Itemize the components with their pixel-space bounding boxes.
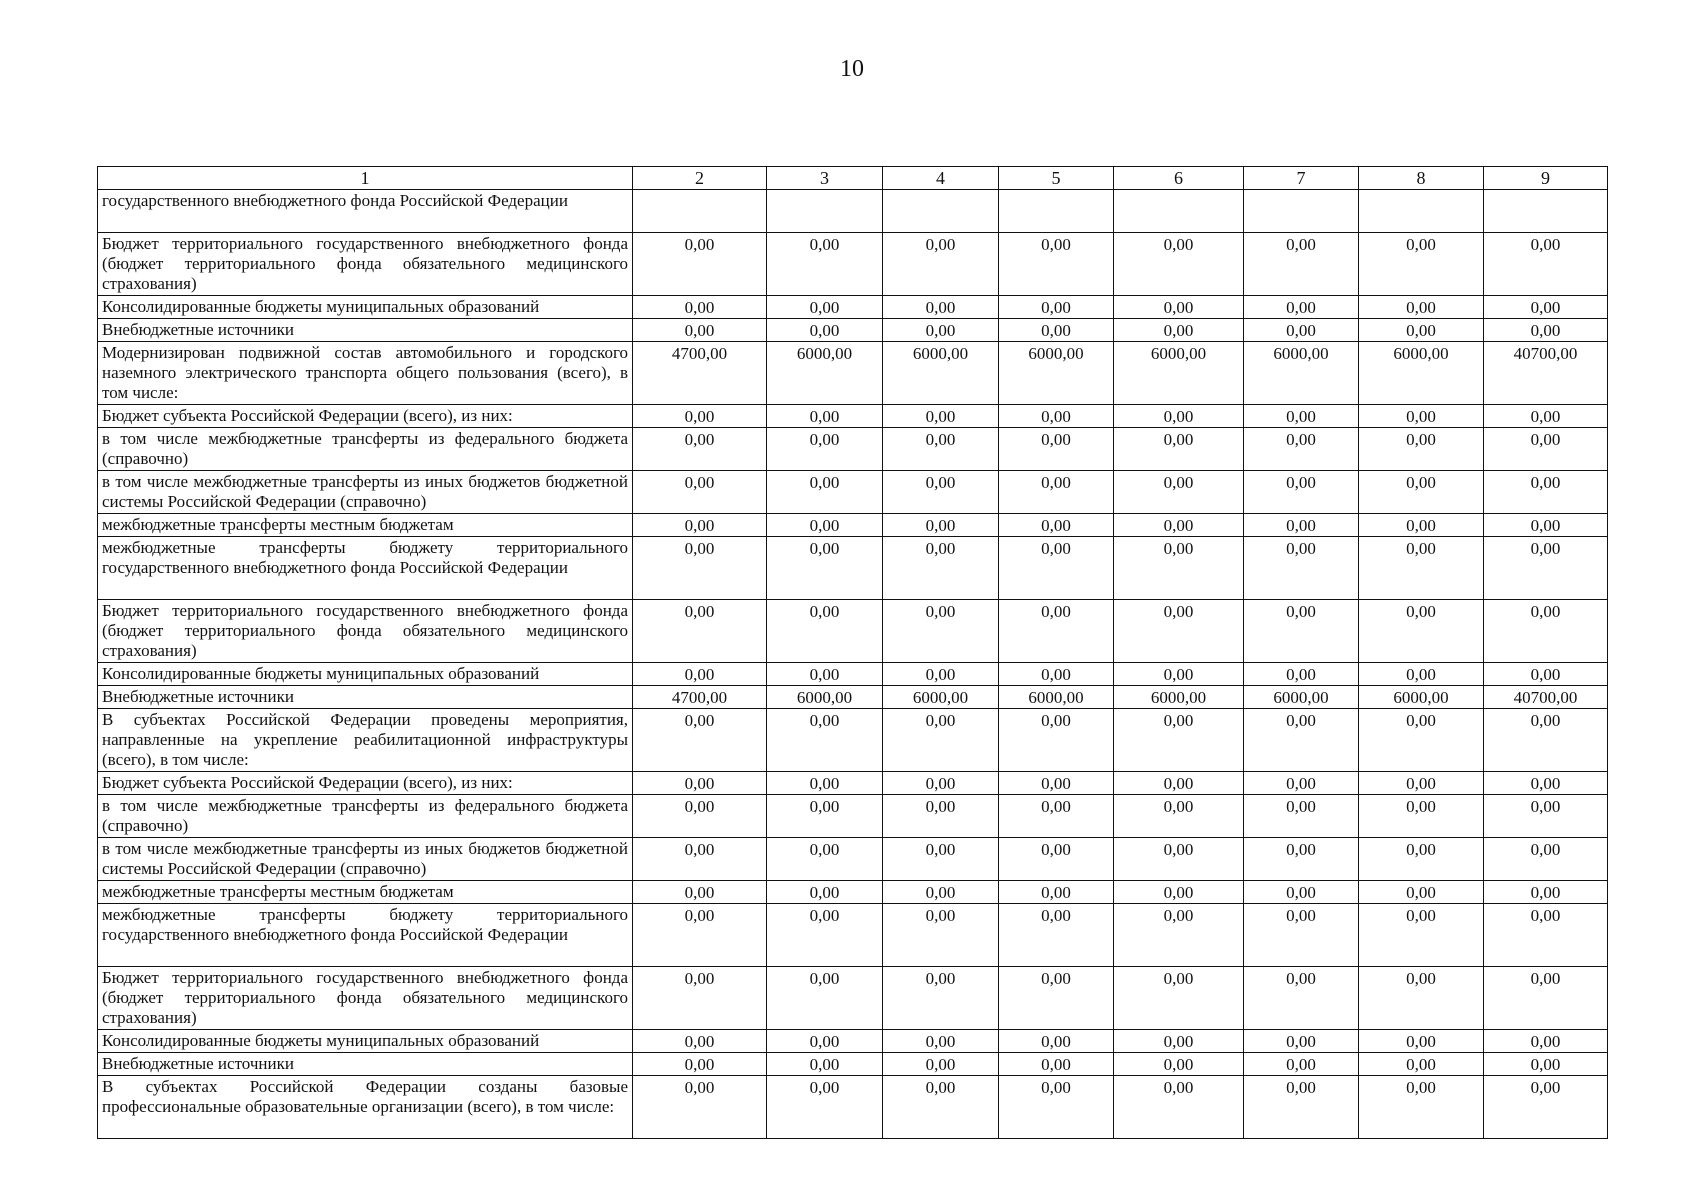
value-cell: 0,00	[1114, 663, 1244, 686]
value-cell: 6000,00	[999, 342, 1114, 405]
value-cell: 0,00	[883, 428, 999, 471]
row-label: межбюджетные трансферты местным бюджетам	[98, 514, 633, 537]
table-row	[98, 795, 1608, 838]
value-cell: 0,00	[1244, 296, 1359, 319]
value-cell: 0,00	[633, 1076, 767, 1139]
value-cell: 0,00	[1244, 405, 1359, 428]
value-cell: 0,00	[1244, 1053, 1359, 1076]
value-cell: 0,00	[1244, 904, 1359, 967]
value-cell: 6000,00	[1359, 342, 1484, 405]
value-cell: 0,00	[1359, 514, 1484, 537]
row-label: В субъектах Российской Федерации проведены мероприятия, направленные на укрепление реабилитационной инфраструктуры (всего), в том числе:	[98, 709, 633, 772]
value-cell: 6000,00	[767, 342, 883, 405]
value-cell: 0,00	[999, 838, 1114, 881]
value-cell: 0,00	[1484, 428, 1608, 471]
value-cell: 0,00	[767, 471, 883, 514]
value-cell: 6000,00	[1244, 342, 1359, 405]
value-cell: 0,00	[767, 772, 883, 795]
value-cell: 0,00	[767, 904, 883, 967]
value-cell: 0,00	[1244, 663, 1359, 686]
value-cell: 0,00	[1484, 537, 1608, 600]
value-cell: 0,00	[1484, 1053, 1608, 1076]
value-cell: 0,00	[883, 967, 999, 1030]
value-cell: 0,00	[1114, 1030, 1244, 1053]
value-cell: 0,00	[1244, 881, 1359, 904]
value-cell: 0,00	[1359, 709, 1484, 772]
value-cell: 0,00	[633, 838, 767, 881]
row-label: Бюджет субъекта Российской Федерации (всего), из них:	[98, 405, 633, 428]
table-row	[98, 514, 1608, 537]
table-header-row	[98, 167, 1608, 190]
value-cell	[883, 190, 999, 233]
value-cell: 0,00	[1114, 537, 1244, 600]
column-header: 4	[883, 167, 999, 190]
value-cell: 6000,00	[1114, 342, 1244, 405]
value-cell: 0,00	[1114, 319, 1244, 342]
value-cell: 0,00	[1359, 405, 1484, 428]
value-cell: 0,00	[1484, 709, 1608, 772]
row-label: Бюджет территориального государственного внебюджетного фонда (бюджет территориального фонда обязательного медицинского страхования)	[98, 967, 633, 1030]
value-cell: 0,00	[633, 319, 767, 342]
table-row	[98, 904, 1608, 967]
value-cell: 0,00	[1359, 772, 1484, 795]
value-cell: 0,00	[883, 1053, 999, 1076]
row-label: Бюджет субъекта Российской Федерации (всего), из них:	[98, 772, 633, 795]
value-cell	[1244, 190, 1359, 233]
value-cell: 0,00	[1244, 772, 1359, 795]
row-label: межбюджетные трансферты местным бюджетам	[98, 881, 633, 904]
value-cell: 0,00	[1244, 795, 1359, 838]
table-row	[98, 405, 1608, 428]
value-cell: 0,00	[1484, 471, 1608, 514]
value-cell: 0,00	[1114, 881, 1244, 904]
value-cell: 0,00	[1244, 1076, 1359, 1139]
value-cell: 0,00	[1359, 967, 1484, 1030]
value-cell: 0,00	[767, 296, 883, 319]
value-cell: 0,00	[883, 319, 999, 342]
row-label: в том числе межбюджетные трансферты из федерального бюджета (справочно)	[98, 428, 633, 471]
value-cell: 0,00	[999, 233, 1114, 296]
value-cell: 0,00	[1114, 1076, 1244, 1139]
row-label: Внебюджетные источники	[98, 319, 633, 342]
row-label: Консолидированные бюджеты муниципальных образований	[98, 296, 633, 319]
value-cell: 0,00	[999, 1053, 1114, 1076]
value-cell: 0,00	[1114, 471, 1244, 514]
value-cell: 0,00	[999, 1030, 1114, 1053]
value-cell: 0,00	[1359, 881, 1484, 904]
table-row	[98, 967, 1608, 1030]
value-cell: 0,00	[883, 514, 999, 537]
value-cell: 0,00	[1114, 600, 1244, 663]
column-header: 9	[1484, 167, 1608, 190]
value-cell	[1359, 190, 1484, 233]
value-cell: 0,00	[1359, 537, 1484, 600]
value-cell: 0,00	[1359, 904, 1484, 967]
value-cell: 0,00	[1359, 663, 1484, 686]
value-cell: 0,00	[767, 405, 883, 428]
value-cell: 0,00	[767, 233, 883, 296]
value-cell: 0,00	[633, 795, 767, 838]
value-cell: 0,00	[1484, 600, 1608, 663]
table-row	[98, 600, 1608, 663]
value-cell: 0,00	[883, 709, 999, 772]
value-cell: 0,00	[1484, 967, 1608, 1030]
value-cell: 0,00	[999, 904, 1114, 967]
table-row	[98, 296, 1608, 319]
value-cell: 0,00	[1244, 233, 1359, 296]
value-cell: 0,00	[767, 428, 883, 471]
value-cell: 4700,00	[633, 686, 767, 709]
row-label: Консолидированные бюджеты муниципальных образований	[98, 663, 633, 686]
value-cell: 0,00	[633, 296, 767, 319]
value-cell: 0,00	[1244, 471, 1359, 514]
row-label: в том числе межбюджетные трансферты из федерального бюджета (справочно)	[98, 795, 633, 838]
value-cell	[999, 190, 1114, 233]
value-cell: 0,00	[1244, 709, 1359, 772]
value-cell: 0,00	[1114, 772, 1244, 795]
value-cell: 0,00	[1244, 838, 1359, 881]
value-cell: 6000,00	[1114, 686, 1244, 709]
value-cell: 0,00	[1114, 904, 1244, 967]
table-row	[98, 471, 1608, 514]
row-label: Консолидированные бюджеты муниципальных образований	[98, 1030, 633, 1053]
value-cell: 0,00	[999, 471, 1114, 514]
table-row	[98, 319, 1608, 342]
value-cell: 0,00	[1114, 233, 1244, 296]
table-row	[98, 686, 1608, 709]
value-cell	[1484, 190, 1608, 233]
row-label: в том числе межбюджетные трансферты из иных бюджетов бюджетной системы Российской Федерации (справочно)	[98, 471, 633, 514]
value-cell: 0,00	[999, 795, 1114, 838]
value-cell: 0,00	[999, 600, 1114, 663]
value-cell: 0,00	[1359, 838, 1484, 881]
value-cell: 0,00	[633, 881, 767, 904]
value-cell: 0,00	[883, 537, 999, 600]
value-cell: 0,00	[767, 1076, 883, 1139]
value-cell: 0,00	[999, 428, 1114, 471]
value-cell: 0,00	[1244, 319, 1359, 342]
value-cell: 40700,00	[1484, 686, 1608, 709]
table-row	[98, 1076, 1608, 1139]
value-cell: 0,00	[1244, 600, 1359, 663]
value-cell: 0,00	[1114, 428, 1244, 471]
table-row	[98, 342, 1608, 405]
value-cell: 0,00	[1244, 1030, 1359, 1053]
row-label: государственного внебюджетного фонда Российской Федерации	[98, 190, 633, 233]
value-cell: 0,00	[633, 428, 767, 471]
value-cell: 0,00	[1484, 663, 1608, 686]
value-cell: 0,00	[1114, 514, 1244, 537]
row-label: Бюджет территориального государственного внебюджетного фонда (бюджет территориального фонда обязательного медицинского страхования)	[98, 600, 633, 663]
value-cell: 0,00	[999, 881, 1114, 904]
value-cell: 6000,00	[883, 342, 999, 405]
value-cell: 0,00	[1484, 1030, 1608, 1053]
table-row	[98, 838, 1608, 881]
value-cell: 0,00	[999, 514, 1114, 537]
table-row	[98, 428, 1608, 471]
table-row	[98, 1053, 1608, 1076]
row-label: В субъектах Российской Федерации созданы базовые профессиональные образовательные организации (всего), в том числе:	[98, 1076, 633, 1139]
value-cell: 0,00	[767, 600, 883, 663]
value-cell: 0,00	[1359, 428, 1484, 471]
row-label: Бюджет территориального государственного внебюджетного фонда (бюджет территориального фонда обязательного медицинского страхования)	[98, 233, 633, 296]
value-cell: 0,00	[1244, 428, 1359, 471]
column-header: 8	[1359, 167, 1484, 190]
row-label: в том числе межбюджетные трансферты из иных бюджетов бюджетной системы Российской Федерации (справочно)	[98, 838, 633, 881]
value-cell: 0,00	[767, 537, 883, 600]
value-cell: 0,00	[999, 709, 1114, 772]
value-cell: 0,00	[1114, 795, 1244, 838]
table-row	[98, 233, 1608, 296]
value-cell: 0,00	[633, 967, 767, 1030]
value-cell: 0,00	[883, 1030, 999, 1053]
value-cell: 6000,00	[767, 686, 883, 709]
value-cell: 0,00	[1359, 1076, 1484, 1139]
value-cell: 6000,00	[1244, 686, 1359, 709]
value-cell: 0,00	[1484, 795, 1608, 838]
value-cell: 0,00	[633, 904, 767, 967]
value-cell: 0,00	[883, 1076, 999, 1139]
table-row	[98, 1030, 1608, 1053]
value-cell: 0,00	[633, 772, 767, 795]
value-cell: 6000,00	[1359, 686, 1484, 709]
value-cell: 0,00	[1484, 405, 1608, 428]
table-row	[98, 709, 1608, 772]
value-cell: 0,00	[1114, 709, 1244, 772]
table-row	[98, 537, 1608, 600]
value-cell: 0,00	[1244, 967, 1359, 1030]
value-cell: 0,00	[1484, 1076, 1608, 1139]
value-cell: 0,00	[1244, 537, 1359, 600]
column-header: 1	[98, 167, 633, 190]
column-header: 2	[633, 167, 767, 190]
table-row	[98, 663, 1608, 686]
value-cell: 0,00	[883, 904, 999, 967]
value-cell: 6000,00	[999, 686, 1114, 709]
value-cell: 0,00	[1359, 1053, 1484, 1076]
value-cell: 0,00	[999, 405, 1114, 428]
value-cell	[1114, 190, 1244, 233]
value-cell: 0,00	[883, 795, 999, 838]
value-cell: 0,00	[1484, 319, 1608, 342]
row-label: межбюджетные трансферты бюджету территориального государственного внебюджетного фонда Российской Федерации	[98, 904, 633, 967]
row-label: Модернизирован подвижной состав автомобильного и городского наземного электрического транспорта общего пользования (всего), в том числе:	[98, 342, 633, 405]
value-cell: 0,00	[767, 795, 883, 838]
value-cell: 0,00	[1114, 838, 1244, 881]
column-header: 7	[1244, 167, 1359, 190]
value-cell	[767, 190, 883, 233]
value-cell: 0,00	[1114, 405, 1244, 428]
value-cell: 0,00	[767, 663, 883, 686]
value-cell: 0,00	[883, 772, 999, 795]
value-cell: 0,00	[767, 881, 883, 904]
value-cell: 0,00	[633, 471, 767, 514]
value-cell: 0,00	[767, 514, 883, 537]
value-cell: 0,00	[1484, 838, 1608, 881]
row-label: Внебюджетные источники	[98, 686, 633, 709]
value-cell: 0,00	[1359, 600, 1484, 663]
row-label: межбюджетные трансферты бюджету территориального государственного внебюджетного фонда Российской Федерации	[98, 537, 633, 600]
value-cell: 6000,00	[883, 686, 999, 709]
value-cell: 0,00	[1359, 1030, 1484, 1053]
value-cell: 0,00	[633, 233, 767, 296]
value-cell: 0,00	[1484, 514, 1608, 537]
table-row	[98, 190, 1608, 233]
table-row	[98, 772, 1608, 795]
value-cell: 0,00	[767, 319, 883, 342]
column-header: 5	[999, 167, 1114, 190]
value-cell: 0,00	[1484, 233, 1608, 296]
value-cell: 0,00	[883, 600, 999, 663]
value-cell: 0,00	[999, 967, 1114, 1030]
value-cell: 0,00	[633, 537, 767, 600]
value-cell: 0,00	[767, 1053, 883, 1076]
value-cell: 0,00	[1114, 296, 1244, 319]
table-row	[98, 881, 1608, 904]
value-cell: 0,00	[1484, 881, 1608, 904]
column-header: 6	[1114, 167, 1244, 190]
value-cell: 0,00	[633, 663, 767, 686]
value-cell: 0,00	[999, 1076, 1114, 1139]
value-cell: 0,00	[633, 405, 767, 428]
value-cell: 0,00	[883, 471, 999, 514]
value-cell: 0,00	[883, 663, 999, 686]
value-cell: 0,00	[1359, 319, 1484, 342]
row-label: Внебюджетные источники	[98, 1053, 633, 1076]
value-cell: 40700,00	[1484, 342, 1608, 405]
value-cell: 0,00	[1244, 514, 1359, 537]
value-cell: 0,00	[633, 514, 767, 537]
column-header: 3	[767, 167, 883, 190]
value-cell: 0,00	[633, 1053, 767, 1076]
value-cell: 0,00	[999, 772, 1114, 795]
value-cell: 0,00	[883, 233, 999, 296]
value-cell: 0,00	[1484, 904, 1608, 967]
value-cell: 0,00	[999, 296, 1114, 319]
budget-table	[97, 166, 1608, 1139]
value-cell: 0,00	[633, 600, 767, 663]
value-cell: 0,00	[883, 881, 999, 904]
value-cell: 0,00	[1484, 772, 1608, 795]
value-cell: 0,00	[767, 967, 883, 1030]
value-cell: 0,00	[767, 838, 883, 881]
value-cell: 0,00	[767, 1030, 883, 1053]
value-cell: 0,00	[883, 296, 999, 319]
value-cell	[633, 190, 767, 233]
value-cell: 4700,00	[633, 342, 767, 405]
value-cell: 0,00	[1359, 471, 1484, 514]
value-cell: 0,00	[1114, 967, 1244, 1030]
value-cell: 0,00	[883, 405, 999, 428]
value-cell: 0,00	[999, 537, 1114, 600]
value-cell: 0,00	[1359, 233, 1484, 296]
value-cell: 0,00	[1359, 296, 1484, 319]
page-number: 10	[840, 56, 864, 82]
value-cell: 0,00	[1484, 296, 1608, 319]
value-cell: 0,00	[767, 709, 883, 772]
value-cell: 0,00	[999, 319, 1114, 342]
value-cell: 0,00	[633, 1030, 767, 1053]
value-cell: 0,00	[999, 663, 1114, 686]
value-cell: 0,00	[633, 709, 767, 772]
value-cell: 0,00	[883, 838, 999, 881]
value-cell: 0,00	[1359, 795, 1484, 838]
value-cell: 0,00	[1114, 1053, 1244, 1076]
